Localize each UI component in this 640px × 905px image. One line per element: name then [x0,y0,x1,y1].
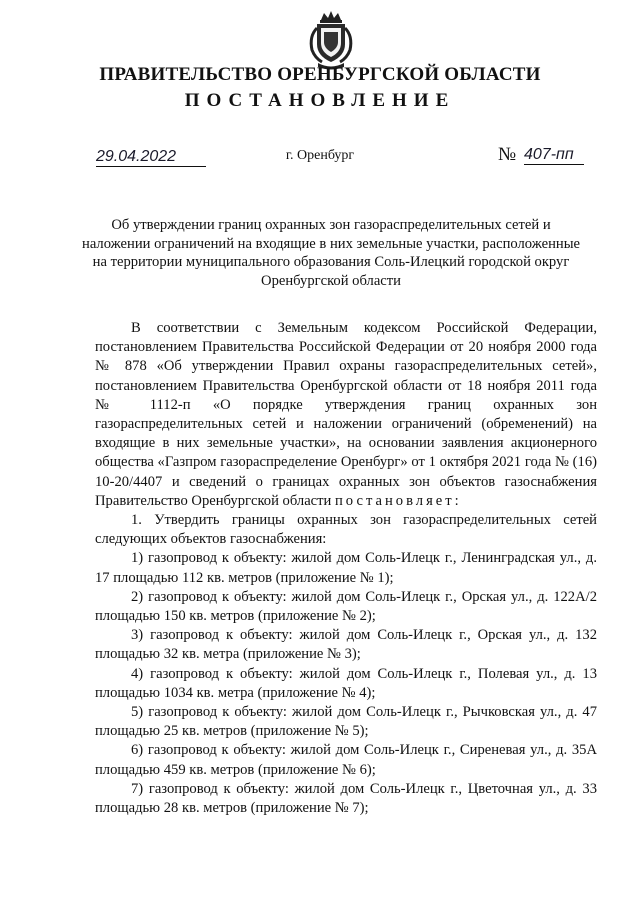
document-city: г. Оренбург [285,148,355,163]
document-date: 29.04.2022 [96,148,206,167]
subitem-6: 6) газопровод к объекту: жилой дом Соль-Илецк г., Сиреневая ул., д. 35А площадью 459 кв. метров (приложение № 6); [95,742,597,778]
preamble-text: В соответствии с Земельным кодексом Российской Федерации, постановлением Правительства Российской Федерации от 20 ноября 2000 года № 878 «Об утверждении Правил охраны газораспределительных сетей», постановлением Правительства Оренбургской области от 18 ноября 2011 года № 1112-п «О порядке утверждения границ охранных зон газораспределительных сетей и наложении ограничений (обременений) на входящие в них земельные участки», на основании заявления акционерного общества «Газпром газораспределение Оренбург» от 1 октября 2021 года № (16) 10-20/4407 и сведений о границах охранных зон объектов газоснабжения Правительство Оренбургской области [95,320,597,509]
number-label: № [498,144,517,165]
document-subject: Об утверждении границ охранных зон газораспределительных сетей и наложении ограничений на входящие в них земельные участки, расположенные на территории муниципального образования Соль-Илецкий городской округ Оренбургской области [82,217,580,289]
subitem-7: 7) газопровод к объекту: жилой дом Соль-Илецк г., Цветочная ул., д. 33 площадью 28 кв. метров (приложение № 7); [95,780,597,817]
subitem-3: 3) газопровод к объекту: жилой дом Соль-Илецк г., Орская ул., д. 132 площадью 32 кв. метра (приложение № 3); [95,627,597,663]
document-body [95,319,597,818]
document-number: 407-пп [524,146,584,165]
document-type: ПОСТАНОВЛЕНИЕ [184,90,456,111]
subitem-5: 5) газопровод к объекту: жилой дом Соль-Илецк г., Рычковская ул., д. 47 площадью 25 кв. метров (приложение № 5); [95,704,597,740]
subitem-4: 4) газопровод к объекту: жилой дом Соль-Илецк г., Полевая ул., д. 13 площадью 1034 кв. метра (приложение № 4); [95,665,597,701]
subitem-1: 1) газопровод к объекту: жилой дом Соль-Илецк г., Ленинградская ул., д. 17 площадью 112 кв. метров (приложение № 1); [95,550,597,586]
decree-word: постановляет: [335,492,462,509]
subitem-2: 2) газопровод к объекту: жилой дом Соль-Илецк г., Орская ул., д. 122А/2 площадью 150 кв. метров (приложение № 2); [95,588,597,625]
coat-of-arms-icon [306,10,356,70]
item-1: 1. Утвердить границы охранных зон газораспределительных сетей следующих объектов газоснабжения: [95,512,597,548]
organization-name: ПРАВИТЕЛЬСТВО ОРЕНБУРГСКОЙ ОБЛАСТИ [99,64,541,85]
preamble-paragraph [95,319,597,511]
